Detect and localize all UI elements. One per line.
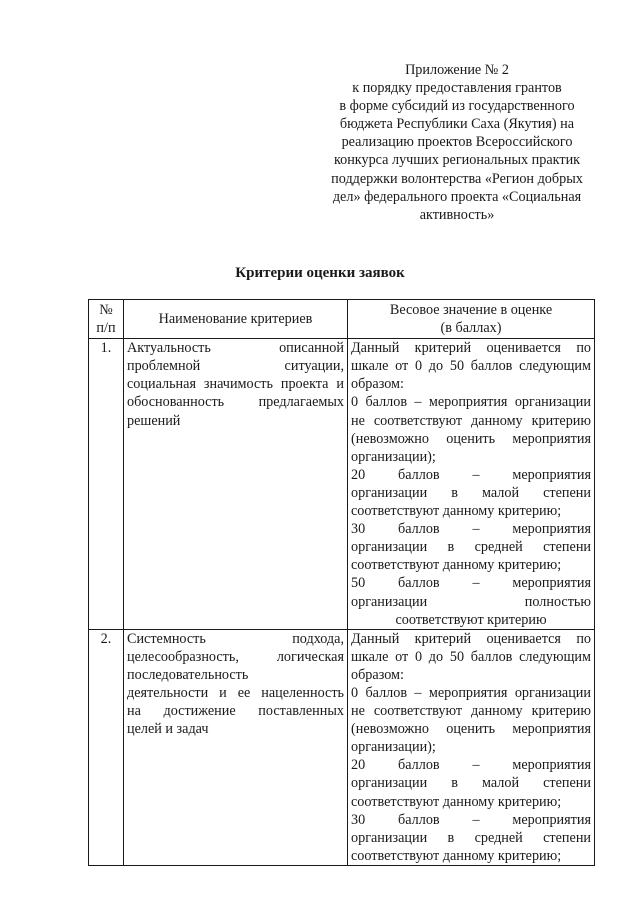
weight-line: 20 баллов – мероприятия (351, 466, 591, 483)
weight-line: соответствуют критерию (395, 611, 547, 628)
weight-line: образом: (351, 376, 404, 393)
weight-line: Данный критерий оценивается по (351, 630, 591, 647)
criteria-name-line: деятельности и ее нацеленность (127, 684, 344, 701)
row-number: 1. (89, 339, 124, 630)
criteria-table (88, 299, 595, 866)
weight-line: не соответствуют данному критерию (351, 412, 591, 429)
appendix-header (318, 61, 596, 224)
table-row (89, 339, 595, 630)
weight-line: соответствуют данному критерию; (351, 847, 562, 864)
criteria-name-line: решений (127, 412, 181, 429)
appendix-line: бюджета Республики Саха (Якутия) на (339, 116, 575, 133)
criteria-name-line: целей и задач (127, 721, 209, 738)
criteria-name-line: обоснованность предлагаемых (127, 394, 344, 411)
appendix-line: поддержки волонтерства «Регион добрых (331, 170, 583, 187)
weight-line: соответствуют данному критерию; (351, 557, 562, 574)
weight-line: образом: (351, 666, 404, 683)
weight-line: организации в малой степени (351, 775, 591, 792)
header-weight-line2: (в баллах) (440, 320, 502, 337)
weight-line: 30 баллов – мероприятия (351, 811, 591, 828)
appendix-line: в форме субсидий из государственного (339, 98, 575, 115)
weight-line: (невозможно оценить мероприятия (351, 721, 591, 738)
appendix-line: к порядку предоставления грантов (352, 80, 562, 97)
weight-line: 0 баллов – мероприятия организации (351, 394, 591, 411)
weight-line: (невозможно оценить мероприятия (351, 430, 591, 447)
weight-line: организации полностью (351, 593, 591, 610)
criteria-name-cell (124, 629, 348, 865)
weight-line: организации в средней степени (351, 539, 591, 556)
table-row (89, 629, 595, 865)
header-number-line2: п/п (96, 320, 116, 337)
weight-cell (348, 629, 595, 865)
weight-line: соответствуют данному критерию; (351, 503, 562, 520)
weight-line: 50 баллов – мероприятия (351, 575, 591, 592)
row-number: 2. (89, 629, 124, 865)
weight-line: 30 баллов – мероприятия (351, 521, 591, 538)
criteria-name-line: Актуальность описанной (127, 340, 344, 357)
header-weight (348, 300, 595, 339)
header-weight-line1: Весовое значение в оценке (389, 302, 553, 318)
weight-line: организации в средней степени (351, 829, 591, 846)
weight-line: шкале от 0 до 50 баллов следующим (351, 648, 591, 665)
header-number (89, 300, 124, 339)
weight-line: Данный критерий оценивается по (351, 340, 591, 357)
appendix-line: Приложение № 2 (405, 62, 509, 78)
criteria-name-line: Системность подхода, (127, 630, 344, 647)
weight-line: 0 баллов – мероприятия организации (351, 684, 591, 701)
criteria-name-line: социальная значимость проекта и (127, 376, 344, 393)
criteria-name-line: на достижение поставленных (127, 703, 344, 720)
weight-line: организации); (351, 448, 436, 465)
appendix-line: активность» (419, 206, 495, 223)
weight-line: организации в малой степени (351, 484, 591, 501)
appendix-line: реализацию проектов Всероссийского (341, 134, 573, 151)
header-criteria-name: Наименование критериев (124, 300, 348, 339)
criteria-name-line: проблемной ситуации, (127, 358, 344, 375)
criteria-name-line: последовательность (127, 666, 249, 683)
criteria-name-line: целесообразность, логическая (127, 648, 344, 665)
document-title: Критерии оценки заявок (235, 265, 405, 281)
weight-cell (348, 339, 595, 630)
weight-line: не соответствуют данному критерию (351, 703, 591, 720)
table-header-row (89, 300, 595, 339)
header-number-line1: № (99, 302, 113, 318)
weight-line: организации); (351, 739, 436, 756)
weight-line: шкале от 0 до 50 баллов следующим (351, 358, 591, 375)
weight-line: 20 баллов – мероприятия (351, 757, 591, 774)
criteria-name-cell (124, 339, 348, 630)
weight-line: соответствуют данному критерию; (351, 793, 562, 810)
appendix-line: дел» федерального проекта «Социальная (332, 188, 582, 205)
appendix-line: конкурса лучших региональных практик (333, 152, 581, 169)
